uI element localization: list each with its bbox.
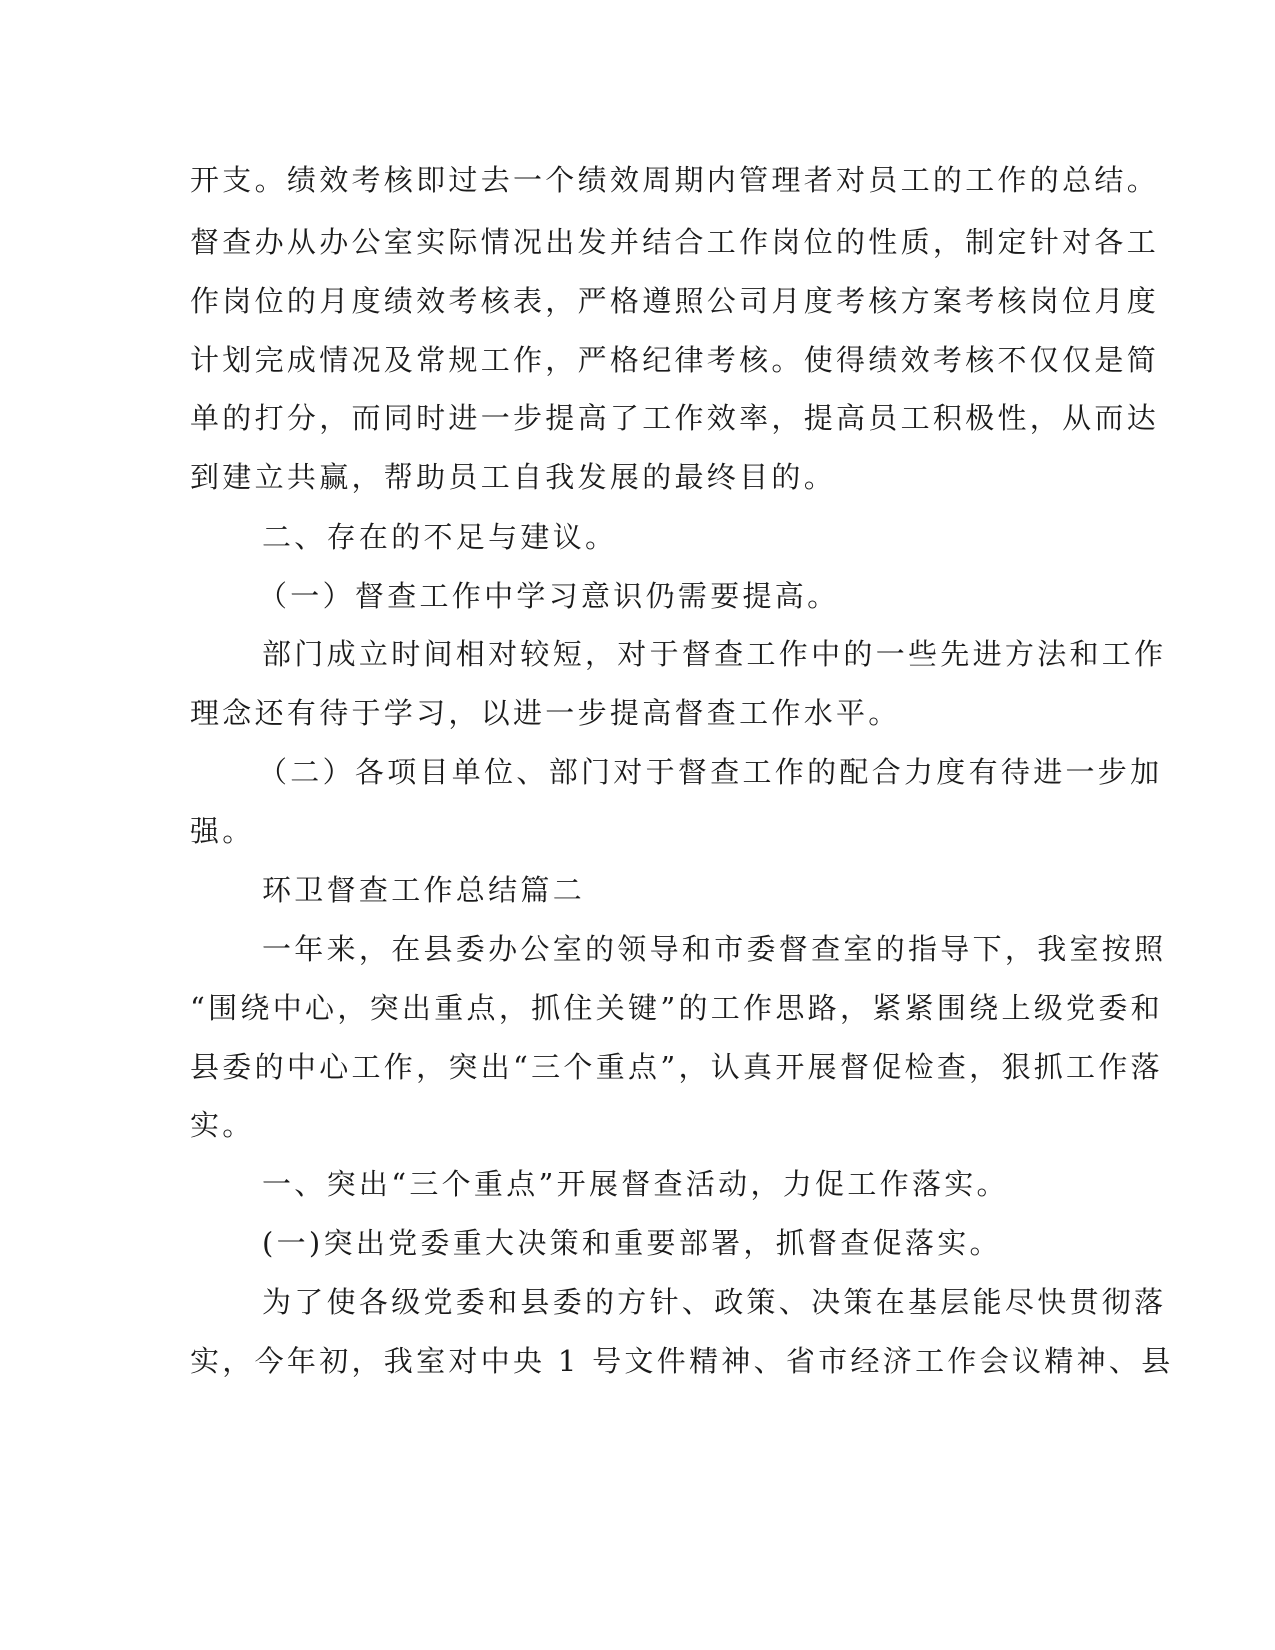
subsection-heading: （一）督查工作中学习意识仍需要提高。 bbox=[258, 579, 840, 613]
text-line: 部门成立时间相对较短，对于督查工作中的一些先进方法和工作 bbox=[262, 637, 1167, 671]
text-line: 计划完成情况及常规工作，严格纪律考核。使得绩效考核不仅仅是简 bbox=[190, 343, 1160, 377]
section-heading: 二、存在的不足与建议。 bbox=[262, 520, 618, 554]
text-line: 县委的中心工作，突出“三个重点”，认真开展督促检查，狠抓工作落 bbox=[190, 1050, 1163, 1084]
text-line: 实。 bbox=[190, 1108, 255, 1142]
text-line: 为了使各级党委和县委的方针、政策、决策在基层能尽快贯彻落 bbox=[262, 1285, 1167, 1319]
text-line: 强。 bbox=[190, 814, 255, 848]
text-line: 一年来，在县委办公室的领导和市委督查室的指导下，我室按照 bbox=[262, 932, 1167, 966]
text-line: 到建立共赢，帮助员工自我发展的最终目的。 bbox=[190, 460, 837, 494]
subsection-heading: (一)突出党委重大决策和重要部署，抓督查促落实。 bbox=[262, 1226, 1002, 1260]
text-line: 督查办从办公室实际情况出发并结合工作岗位的性质，制定针对各工 bbox=[190, 225, 1160, 259]
text-line: “围绕中心，突出重点，抓住关键”的工作思路，紧紧围绕上级党委和 bbox=[190, 991, 1163, 1025]
article-title: 环卫督查工作总结篇二 bbox=[262, 873, 586, 907]
section-heading: 一、突出“三个重点”开展督查活动，力促工作落实。 bbox=[262, 1167, 1009, 1201]
subsection-heading: （二）各项目单位、部门对于督查工作的配合力度有待进一步加 bbox=[258, 755, 1163, 789]
text-line: 实，今年初，我室对中央 1 号文件精神、省市经济工作会议精神、县 bbox=[190, 1344, 1174, 1378]
text-line: 开支。绩效考核即过去一个绩效周期内管理者对员工的工作的总结。 bbox=[190, 163, 1160, 197]
text-line: 单的打分，而同时进一步提高了工作效率，提高员工积极性，从而达 bbox=[190, 401, 1160, 435]
text-line: 理念还有待于学习，以进一步提高督查工作水平。 bbox=[190, 696, 901, 730]
text-line: 作岗位的月度绩效考核表，严格遵照公司月度考核方案考核岗位月度 bbox=[190, 284, 1160, 318]
